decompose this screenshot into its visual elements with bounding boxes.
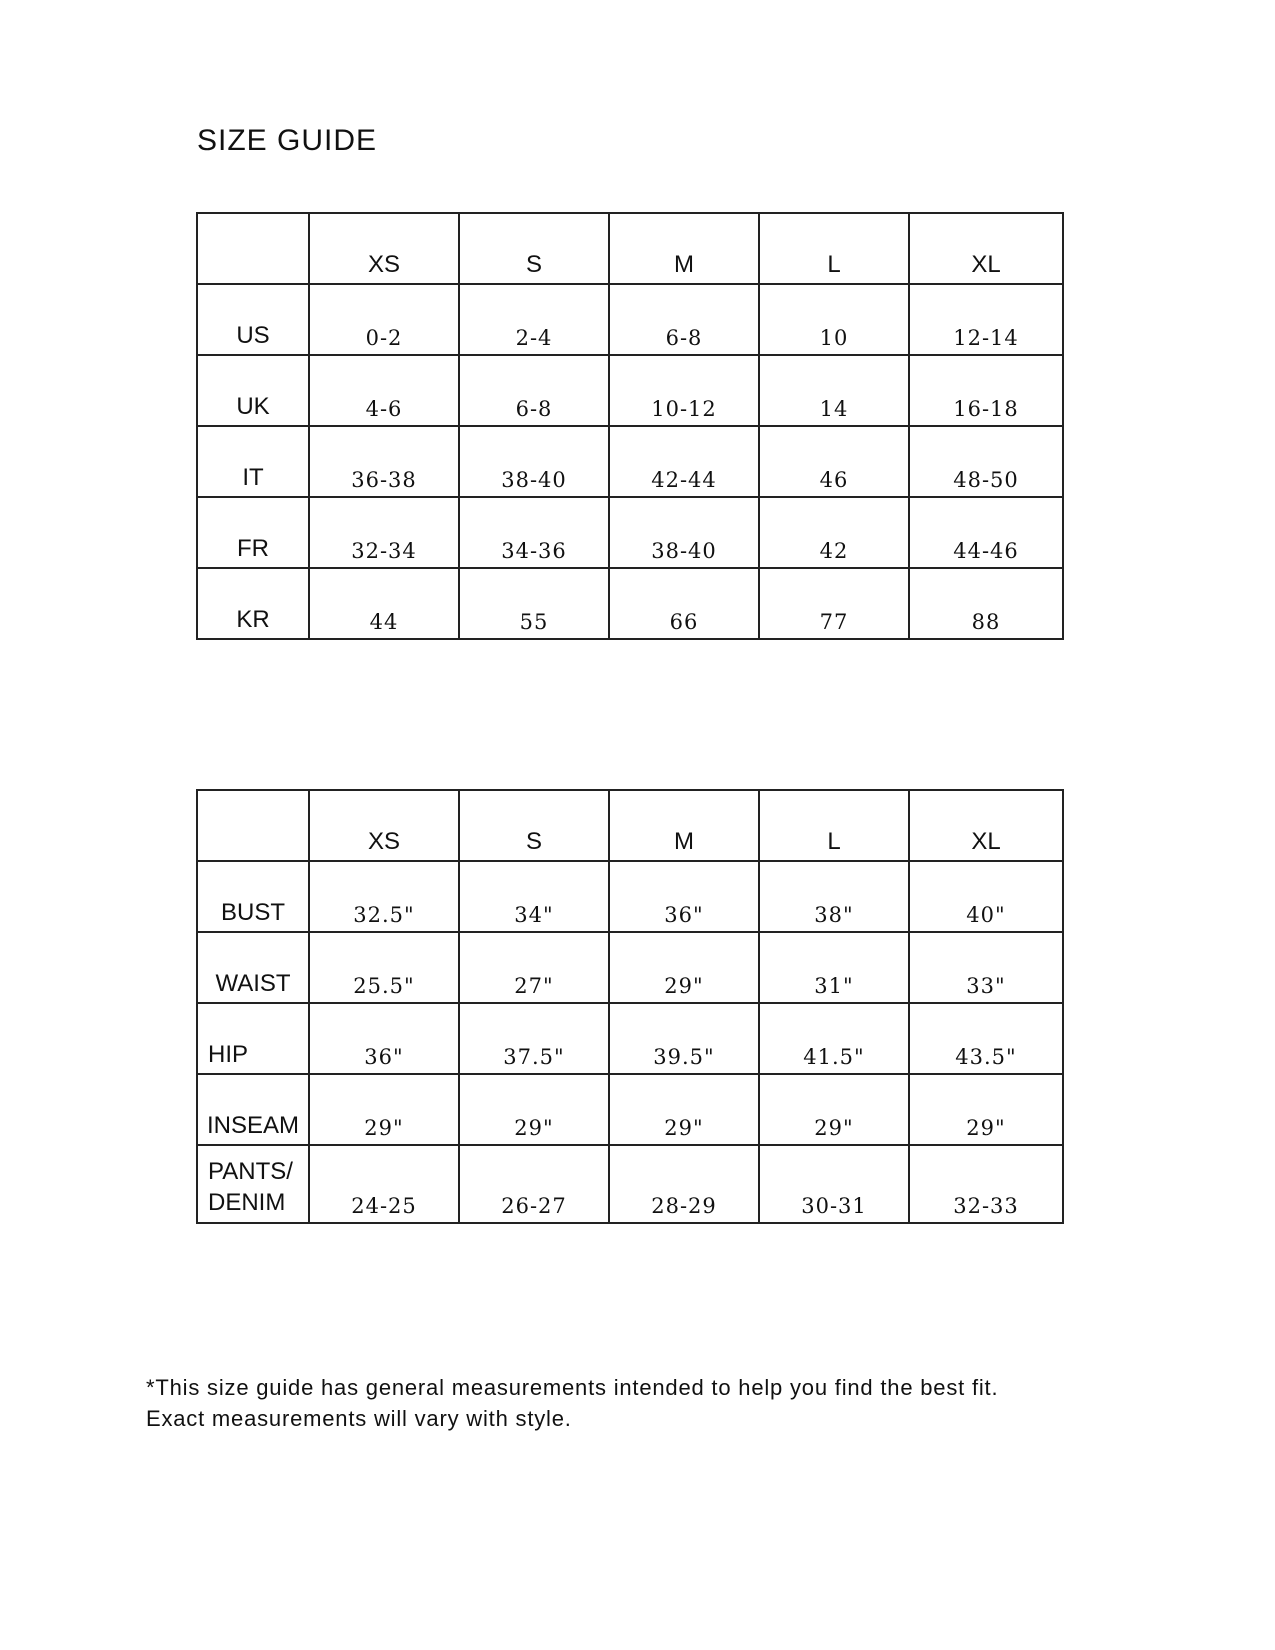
table-cell: 0-2 — [309, 284, 459, 355]
table-cell: 6-8 — [459, 355, 609, 426]
table-header-row — [197, 213, 1063, 284]
table-cell: 10 — [759, 284, 909, 355]
row-label: KR — [197, 568, 309, 639]
table-cell: 44-46 — [909, 497, 1063, 568]
row-label: UK — [197, 355, 309, 426]
table-cell: 25.5" — [309, 932, 459, 1003]
table-cell: 37.5" — [459, 1003, 609, 1074]
table-cell: 36-38 — [309, 426, 459, 497]
table-cell: 44 — [309, 568, 459, 639]
table-cell: 33" — [909, 932, 1063, 1003]
table-cell: 55 — [459, 568, 609, 639]
row-label: FR — [197, 497, 309, 568]
table-cell: 48-50 — [909, 426, 1063, 497]
table-cell: 16-18 — [909, 355, 1063, 426]
table-cell: 29" — [759, 1074, 909, 1145]
header-size-xl: XL — [909, 790, 1063, 861]
header-size-l: L — [759, 213, 909, 284]
row-label — [197, 1145, 309, 1223]
table-cell: 4-6 — [309, 355, 459, 426]
table-cell: 28-29 — [609, 1145, 759, 1223]
table-cell: 38-40 — [609, 497, 759, 568]
footnote-line: Exact measurements will vary with style. — [146, 1406, 572, 1431]
table-cell: 10-12 — [609, 355, 759, 426]
header-size-m: M — [609, 790, 759, 861]
table-row-fr — [197, 497, 1063, 568]
table-row-us — [197, 284, 1063, 355]
row-label: US — [197, 284, 309, 355]
row-label-line: PANTS/ — [208, 1158, 293, 1185]
table-cell: 27" — [459, 932, 609, 1003]
table-row-it — [197, 426, 1063, 497]
row-label: BUST — [197, 861, 309, 932]
table-cell: 77 — [759, 568, 909, 639]
table-cell: 29" — [309, 1074, 459, 1145]
row-label: HIP — [197, 1003, 309, 1074]
table-cell: 88 — [909, 568, 1063, 639]
table-cell: 38-40 — [459, 426, 609, 497]
table-row-uk — [197, 355, 1063, 426]
table-cell: 36" — [309, 1003, 459, 1074]
table-cell: 32-33 — [909, 1145, 1063, 1223]
header-size-m: M — [609, 213, 759, 284]
page-title: SIZE GUIDE — [197, 124, 378, 157]
table-cell: 2-4 — [459, 284, 609, 355]
table-cell: 34" — [459, 861, 609, 932]
table-cell: 39.5" — [609, 1003, 759, 1074]
size-conversion-table — [196, 212, 1064, 640]
table-row-bust — [197, 861, 1063, 932]
table-cell: 6-8 — [609, 284, 759, 355]
table-cell: 30-31 — [759, 1145, 909, 1223]
table-cell: 41.5" — [759, 1003, 909, 1074]
table-cell: 29" — [609, 932, 759, 1003]
table-row-pants-denim — [197, 1145, 1063, 1223]
table-cell: 42 — [759, 497, 909, 568]
table-cell: 12-14 — [909, 284, 1063, 355]
header-corner-cell — [197, 213, 309, 284]
table-cell: 31" — [759, 932, 909, 1003]
table-cell: 14 — [759, 355, 909, 426]
header-size-l: L — [759, 790, 909, 861]
table-row-waist — [197, 932, 1063, 1003]
table-cell: 34-36 — [459, 497, 609, 568]
table-cell: 66 — [609, 568, 759, 639]
table-cell: 42-44 — [609, 426, 759, 497]
table-row-kr — [197, 568, 1063, 639]
table-cell: 46 — [759, 426, 909, 497]
footnote — [146, 1372, 998, 1434]
table-cell: 38" — [759, 861, 909, 932]
table-cell: 29" — [459, 1074, 609, 1145]
row-label: INSEAM — [197, 1074, 309, 1145]
table-cell: 43.5" — [909, 1003, 1063, 1074]
table-header-row — [197, 790, 1063, 861]
table-cell: 29" — [609, 1074, 759, 1145]
table-cell: 40" — [909, 861, 1063, 932]
table-cell: 36" — [609, 861, 759, 932]
header-size-xs: XS — [309, 790, 459, 861]
table-cell: 26-27 — [459, 1145, 609, 1223]
body-measurement-table — [196, 789, 1064, 1224]
table-cell: 29" — [909, 1074, 1063, 1145]
row-label: IT — [197, 426, 309, 497]
header-corner-cell — [197, 790, 309, 861]
table-row-hip — [197, 1003, 1063, 1074]
table-cell: 24-25 — [309, 1145, 459, 1223]
row-label-line: DENIM — [208, 1189, 286, 1216]
table-cell: 32-34 — [309, 497, 459, 568]
table-row-inseam — [197, 1074, 1063, 1145]
footnote-line: *This size guide has general measurements intended to help you find the best fit. — [146, 1375, 999, 1400]
header-size-s: S — [459, 213, 609, 284]
header-size-xl: XL — [909, 213, 1063, 284]
header-size-s: S — [459, 790, 609, 861]
header-size-xs: XS — [309, 213, 459, 284]
table-cell: 32.5" — [309, 861, 459, 932]
row-label: WAIST — [197, 932, 309, 1003]
